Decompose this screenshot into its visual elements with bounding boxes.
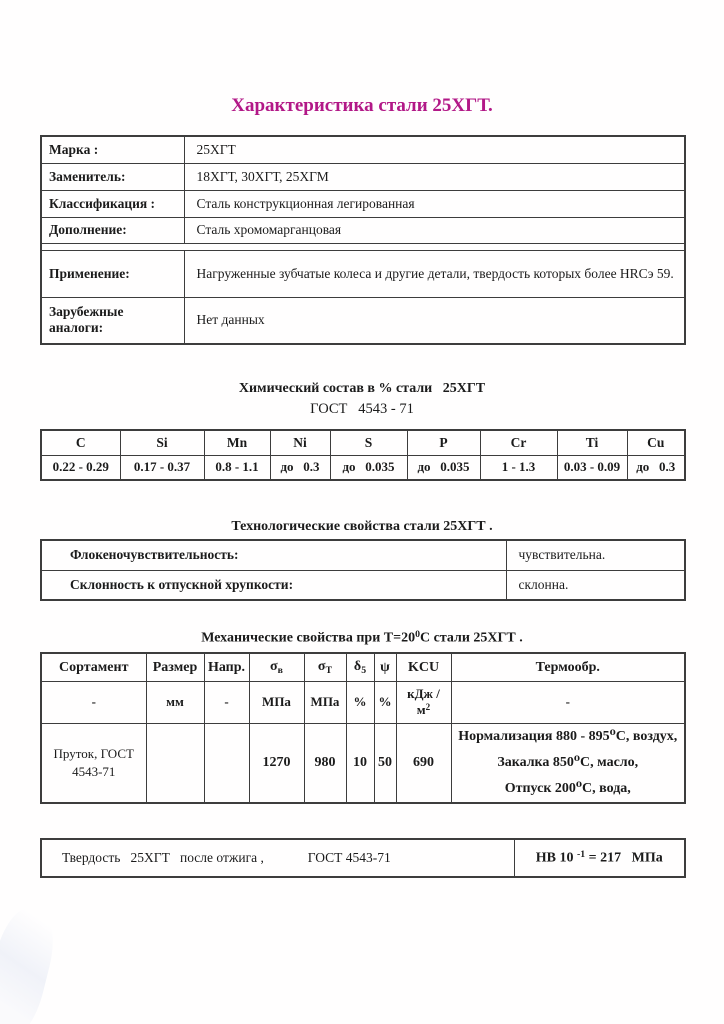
chem-header-cr: Cr xyxy=(480,430,557,455)
info-value-analogi: Нет данных xyxy=(184,297,685,344)
mech-section-title: Механические свойства при $Т=20^0С$ стали 25ХГТ . xyxy=(201,629,523,646)
spacer-cell xyxy=(41,243,685,250)
tech-label-flaking: Флокеночувствительность: xyxy=(41,540,506,570)
chem-header-mn: Mn xyxy=(204,430,270,455)
tech-value-flaking: чувствительна. xyxy=(506,540,685,570)
scan-artifact xyxy=(0,903,62,1024)
info-value-dopolnenie: Сталь хромомарганцовая xyxy=(184,217,685,243)
chem-value-cu: до 0.3 xyxy=(627,455,685,480)
chem-section xyxy=(40,379,684,481)
mech-data-napr xyxy=(204,723,249,802)
mech-unit-sigma-t: МПа xyxy=(304,681,346,723)
mech-data-razmer xyxy=(146,723,204,802)
mech-header-sortament: Сортамент xyxy=(41,653,146,681)
info-value-zamenitel: 18ХГТ, 30ХГТ, 25ХГМ xyxy=(184,163,685,190)
chem-value-p: до 0.035 xyxy=(407,455,480,480)
table-row xyxy=(41,297,685,344)
chem-header-s: S xyxy=(330,430,407,455)
table-row xyxy=(41,570,685,600)
mech-data-sigma-b: 1270 xyxy=(249,723,304,802)
tech-value-brittleness: склонна. xyxy=(506,570,685,600)
chem-value-si: 0.17 - 0.37 xyxy=(120,455,204,480)
mech-unit-sigma-b: МПа xyxy=(249,681,304,723)
mech-header-psi: ψ xyxy=(374,653,396,681)
chem-value-ni: до 0.3 xyxy=(270,455,330,480)
mech-unit-termoobr: - xyxy=(451,681,685,723)
table-row xyxy=(41,217,685,243)
chem-table xyxy=(40,429,686,481)
mech-data-psi: 50 xyxy=(374,723,396,802)
mech-unit-delta5: % xyxy=(346,681,374,723)
mech-header-kcu: KCU xyxy=(396,653,451,681)
chem-values-row xyxy=(41,455,685,480)
hardness-value: HB 10 $^{-1}$ = 217 МПа xyxy=(514,839,685,877)
info-label-primenenie: Применение: xyxy=(41,250,184,297)
mech-data-delta5: 10 xyxy=(346,723,374,802)
mech-header-termoobr: Термообр. xyxy=(451,653,685,681)
table-row xyxy=(41,839,685,877)
mech-unit-kcu: кДж / $м^2$ xyxy=(396,681,451,723)
mech-header-napr: Напр. xyxy=(204,653,249,681)
chem-header-p: P xyxy=(407,430,480,455)
hardness-table xyxy=(40,838,686,878)
mech-unit-razmer: мм xyxy=(146,681,204,723)
chem-value-ti: 0.03 - 0.09 xyxy=(557,455,627,480)
info-label-marka: Марка : xyxy=(41,136,184,163)
mech-unit-psi: % xyxy=(374,681,396,723)
info-label-dopolnenie: Дополнение: xyxy=(41,217,184,243)
info-value-marka: 25ХГТ xyxy=(184,136,685,163)
table-row xyxy=(41,190,685,217)
mech-unit-napr: - xyxy=(204,681,249,723)
chem-header-si: Si xyxy=(120,430,204,455)
mech-data-row xyxy=(41,723,685,802)
mech-header-sigma-b: $\sigma_в$ xyxy=(249,653,304,681)
mech-data-kcu: 690 xyxy=(396,723,451,802)
spacer-row xyxy=(41,243,685,250)
table-row xyxy=(41,540,685,570)
chem-value-s: до 0.035 xyxy=(330,455,407,480)
mech-units-row xyxy=(41,681,685,723)
chem-section-subtitle: ГОСТ 4543 - 71 xyxy=(310,401,414,417)
chem-header-ni: Ni xyxy=(270,430,330,455)
tech-section-title: Технологические свойства стали 25ХГТ . xyxy=(231,519,493,534)
mech-data-sortament: Пруток, ГОСТ 4543-71 xyxy=(41,723,146,802)
hardness-description: Твердость 25ХГТ после отжига , ГОСТ 4543-71 xyxy=(41,839,514,877)
mech-header-delta5: $\delta_5$ xyxy=(346,653,374,681)
chem-value-mn: 0.8 - 1.1 xyxy=(204,455,270,480)
chem-section-title: Химический состав в % стали 25ХГТ xyxy=(238,381,486,396)
mech-header-razmer: Размер xyxy=(146,653,204,681)
info-label-analogi: Зарубежные аналоги: xyxy=(41,297,184,344)
table-row xyxy=(41,136,685,163)
chem-header-row xyxy=(41,430,685,455)
info-label-klassifikaciya: Классификация : xyxy=(41,190,184,217)
chem-header-c: C xyxy=(41,430,120,455)
mech-header-row xyxy=(41,653,685,681)
info-label-zamenitel: Заменитель: xyxy=(41,163,184,190)
tech-label-brittleness: Склонность к отпускной хрупкости: xyxy=(41,570,506,600)
mech-header-sigma-t: $\sigma_Т$ xyxy=(304,653,346,681)
info-table xyxy=(40,135,686,345)
chem-header-cu: Cu xyxy=(627,430,685,455)
table-row xyxy=(41,163,685,190)
page-title: Характеристика стали 25ХГТ. xyxy=(231,95,493,116)
info-value-klassifikaciya: Сталь конструкционная легированная xyxy=(184,190,685,217)
info-value-primenenie: Нагруженные зубчатые колеса и другие детали, твердость которых более HRCэ 59. xyxy=(184,250,685,297)
table-row xyxy=(41,250,685,297)
chem-header-ti: Ti xyxy=(557,430,627,455)
mech-data-termoobr: Нормализация 880 - 895⁰С, воздух, Закалка 850⁰С, масло, Отпуск 200⁰С, вода, xyxy=(451,723,685,802)
chem-value-cr: 1 - 1.3 xyxy=(480,455,557,480)
mech-unit-sortament: - xyxy=(41,681,146,723)
mech-table xyxy=(40,652,686,803)
tech-table xyxy=(40,539,686,601)
chem-value-c: 0.22 - 0.29 xyxy=(41,455,120,480)
mech-data-sigma-t: 980 xyxy=(304,723,346,802)
